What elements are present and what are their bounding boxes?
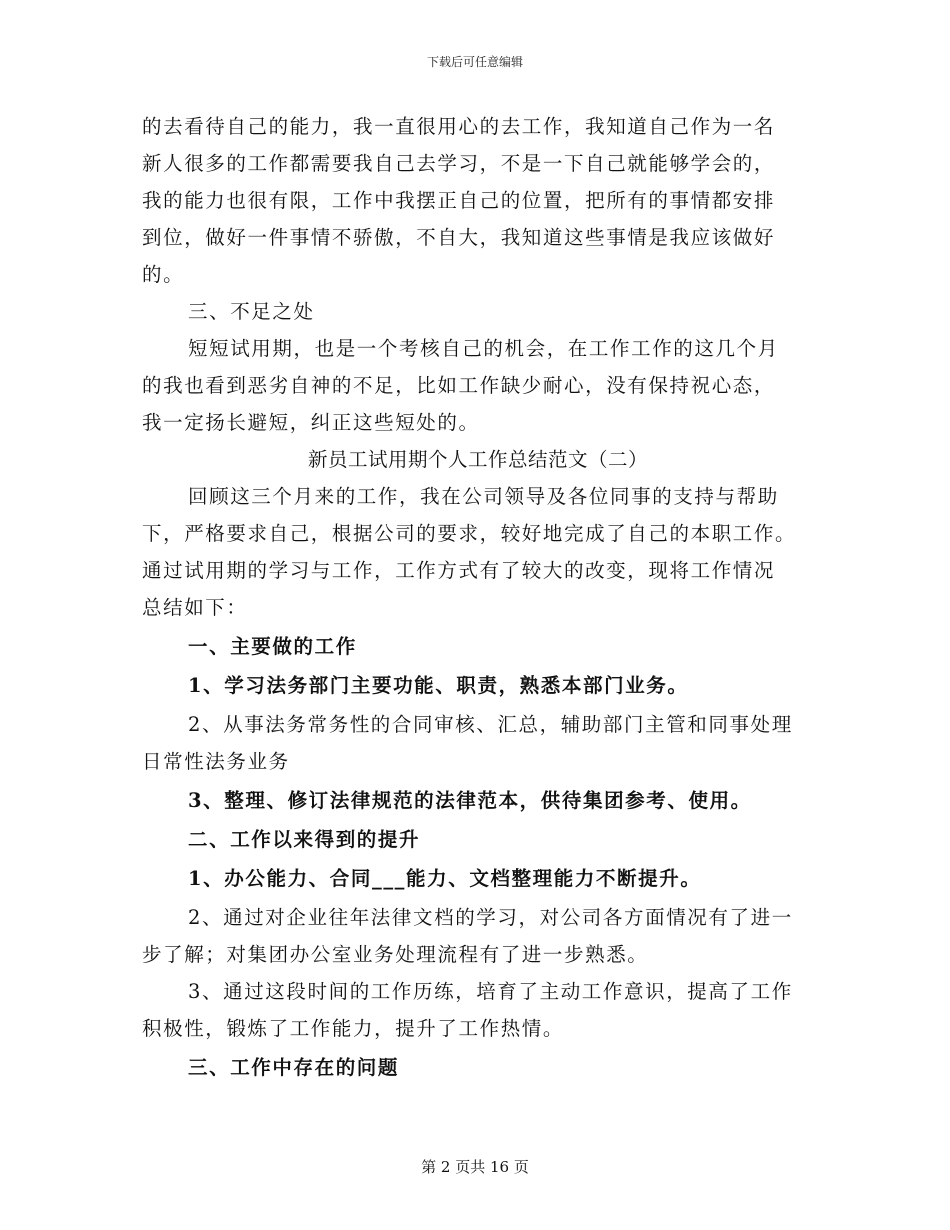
paragraph-line: 2、通过对企业往年法律文档的学习，对公司各方面情况有了进一 <box>188 906 793 929</box>
paragraph-line: 步了解；对集团办公室业务处理流程有了进一步熟悉。 <box>142 943 649 966</box>
paragraph-line: 的我也看到恶劣自神的不足，比如工作缺少耐心，没有保持祝心态， <box>142 374 776 397</box>
section-heading-improvement: 二、工作以来得到的提升 <box>188 828 421 851</box>
list-item-bold: 1、办公能力、合同___能力、文档整理能力不断提升。 <box>188 867 702 890</box>
paragraph-line: 我的能力也很有限，工作中我摆正自己的位置，把所有的事情都安排 <box>142 189 776 212</box>
paragraph-line: 到位，做好一件事情不骄傲，不自大，我知道这些事情是我应该做好 <box>142 226 776 249</box>
section-heading-problems: 三、工作中存在的问题 <box>188 1056 400 1079</box>
paragraph-line: 回顾这三个月来的工作，我在公司领导及各位同事的支持与帮助 <box>188 485 779 508</box>
paragraph-line: 积极性，锻炼了工作能力，提升了工作热情。 <box>142 1017 565 1040</box>
document-body <box>142 108 814 1088</box>
paragraph-line: 的去看待自己的能力，我一直很用心的去工作，我知道自己作为一名 <box>142 115 776 138</box>
section-heading-main-work: 一、主要做的工作 <box>188 635 357 658</box>
list-item-bold: 1、学习法务部门主要功能、职责，熟悉本部门业务。 <box>188 674 689 697</box>
paragraph-line: 日常性法务业务 <box>142 750 290 773</box>
paragraph-line: 我一定扬长避短，纠正这些短处的。 <box>142 411 480 434</box>
paragraph-line: 通过试用期的学习与工作，工作方式有了较大的改变，现将工作情况 <box>142 559 776 582</box>
paragraph-line: 总结如下： <box>142 596 248 619</box>
list-item-bold: 3、整理、修订法律规范的法律范本，供待集团参考、使用。 <box>188 789 752 812</box>
page-footer: 第 2 页共 16 页 <box>421 1158 529 1176</box>
paragraph-line: 下，严格要求自己，根据公司的要求，较好地完成了自己的本职工作。 <box>142 522 797 545</box>
paragraph-line: 的。 <box>142 263 185 286</box>
article-title: 新员工试用期个人工作总结范文（二） <box>307 448 648 471</box>
paragraph-line: 2、从事法务常务性的合同审核、汇总，辅助部门主管和同事处理 <box>188 713 793 736</box>
paragraph-line: 短短试用期，也是一个考核自己的机会，在工作工作的这几个月 <box>188 337 779 360</box>
page-header: 下载后可任意编辑 <box>426 55 523 69</box>
paragraph-line: 3、通过这段时间的工作历练，培育了主动工作意识，提高了工作 <box>188 980 793 1003</box>
paragraph-line: 新人很多的工作都需要我自己去学习，不是一下自己就能够学会的， <box>142 152 776 175</box>
section-heading-shortcomings: 三、不足之处 <box>188 300 315 323</box>
